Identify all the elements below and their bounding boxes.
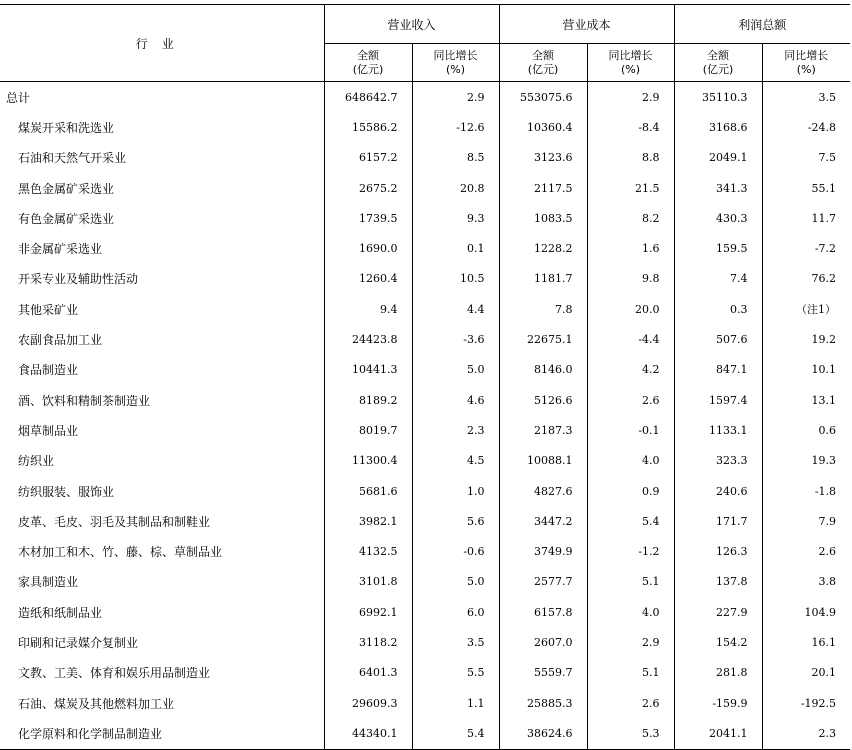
cost-amount-cell: 10360.4 <box>499 112 587 142</box>
cost-amount-cell: 3749.9 <box>499 536 587 566</box>
revenue-amount-cell: 44340.1 <box>324 718 412 749</box>
profit-amount-cell: 507.6 <box>674 324 762 354</box>
table-row <box>0 294 850 324</box>
profit-amount-cell: 154.2 <box>674 627 762 657</box>
profit-growth-cell: -192.5 <box>762 688 850 718</box>
industry-name: 食品制造业 <box>18 363 79 378</box>
cost-header: 营业成本 <box>499 5 674 44</box>
profit-growth-cell: 104.9 <box>762 597 850 627</box>
cost-amount-cell: 6157.8 <box>499 597 587 627</box>
industry-name: 烟草制品业 <box>18 423 79 438</box>
industry-name: 石油和天然气开采业 <box>18 151 127 166</box>
revenue-amount-cell: 1690.0 <box>324 233 412 263</box>
industry-name: 农副食品加工业 <box>18 333 103 348</box>
table-row <box>0 536 850 566</box>
revenue-amount-cell: 3101.8 <box>324 567 412 597</box>
profit-amount-cell: 126.3 <box>674 536 762 566</box>
profit-growth-cell: -7.2 <box>762 233 850 263</box>
profit-amount-cell: 847.1 <box>674 355 762 385</box>
industry-name: 非金属矿采选业 <box>18 242 103 257</box>
revenue-growth-cell: 5.0 <box>412 355 499 385</box>
profit-amount-cell: 7.4 <box>674 264 762 294</box>
cost-amount-cell: 5559.7 <box>499 658 587 688</box>
profit-amount-cell: 341.3 <box>674 173 762 203</box>
revenue-amount-cell: 3118.2 <box>324 627 412 657</box>
industry-name: 其他采矿业 <box>18 302 79 317</box>
table-row <box>0 355 850 385</box>
profit-growth-cell: 76.2 <box>762 264 850 294</box>
table-row <box>0 112 850 142</box>
profit-growth-cell: 55.1 <box>762 173 850 203</box>
table-row <box>0 567 850 597</box>
industry-name: 家具制造业 <box>18 575 79 590</box>
revenue-growth-cell: 0.1 <box>412 233 499 263</box>
cost-growth-cell: 2.9 <box>587 82 674 113</box>
profit-growth-cell: 7.5 <box>762 143 850 173</box>
profit-amount-cell: 227.9 <box>674 597 762 627</box>
industry-name: 文教、工美、体育和娱乐用品制造业 <box>18 666 211 681</box>
revenue-amount-cell: 2675.2 <box>324 173 412 203</box>
industry-name: 化学原料和化学制品制造业 <box>0 718 324 749</box>
cost-growth-cell: 5.1 <box>587 567 674 597</box>
profit-growth-cell: 13.1 <box>762 385 850 415</box>
cost-growth-cell: 4.0 <box>587 597 674 627</box>
table-row <box>0 476 850 506</box>
table-row <box>0 627 850 657</box>
cost-growth-header: 同比增长 (%) <box>587 44 674 82</box>
table-row <box>0 446 850 476</box>
table-body <box>0 82 850 750</box>
profit-amount-cell: 3168.6 <box>674 112 762 142</box>
profit-amount-cell: 1133.1 <box>674 415 762 445</box>
cost-amount-cell: 10088.1 <box>499 446 587 476</box>
revenue-amount-cell: 11300.4 <box>324 446 412 476</box>
cost-amount-cell: 4827.6 <box>499 476 587 506</box>
revenue-amount-cell: 1739.5 <box>324 203 412 233</box>
revenue-amount-cell: 10441.3 <box>324 355 412 385</box>
industry-name: 造纸和纸制品业 <box>18 605 103 620</box>
cost-amount-cell: 1228.2 <box>499 233 587 263</box>
table-row <box>0 233 850 263</box>
industry-name: 开采专业及辅助性活动 <box>18 272 139 287</box>
profit-growth-cell: 2.3 <box>762 718 850 749</box>
cost-amount-cell: 2577.7 <box>499 567 587 597</box>
profit-growth-cell: 20.1 <box>762 658 850 688</box>
industry-finance-table <box>0 4 850 750</box>
profit-amount-cell: 159.5 <box>674 233 762 263</box>
revenue-amount-header: 全额 (亿元) <box>324 44 412 82</box>
revenue-growth-header: 同比增长 (%) <box>412 44 499 82</box>
profit-growth-cell: 19.2 <box>762 324 850 354</box>
revenue-amount-cell: 8019.7 <box>324 415 412 445</box>
industry-name: 印刷和记录媒介复制业 <box>18 635 139 650</box>
cost-growth-cell: 4.2 <box>587 355 674 385</box>
revenue-amount-cell: 5681.6 <box>324 476 412 506</box>
industry-name: 石油、煤炭及其他燃料加工业 <box>18 696 175 711</box>
revenue-growth-cell: -12.6 <box>412 112 499 142</box>
industry-name: 总计 <box>6 90 31 105</box>
revenue-growth-cell: 4.6 <box>412 385 499 415</box>
profit-growth-cell: -24.8 <box>762 112 850 142</box>
revenue-growth-cell: 8.5 <box>412 143 499 173</box>
cost-amount-cell: 1083.5 <box>499 203 587 233</box>
cost-growth-cell: -1.2 <box>587 536 674 566</box>
revenue-growth-cell: 5.0 <box>412 567 499 597</box>
revenue-growth-cell: -3.6 <box>412 324 499 354</box>
revenue-growth-cell: 6.0 <box>412 597 499 627</box>
revenue-amount-cell: 8189.2 <box>324 385 412 415</box>
cost-amount-cell: 7.8 <box>499 294 587 324</box>
industry-name: 黑色金属矿采选业 <box>18 181 115 196</box>
revenue-amount-cell: 6401.3 <box>324 658 412 688</box>
industry-name: 纺织业 <box>18 454 55 469</box>
industry-name: 煤炭开采和洗选业 <box>18 120 115 135</box>
cost-growth-cell: 8.2 <box>587 203 674 233</box>
industry-header: 行业 <box>0 5 324 82</box>
cost-amount-cell: 2187.3 <box>499 415 587 445</box>
profit-amount-cell: -159.9 <box>674 688 762 718</box>
revenue-growth-cell: 4.5 <box>412 446 499 476</box>
cost-growth-cell: 5.4 <box>587 506 674 536</box>
revenue-amount-cell: 648642.7 <box>324 82 412 113</box>
profit-growth-cell: 2.6 <box>762 536 850 566</box>
profit-amount-cell: 281.8 <box>674 658 762 688</box>
table-row <box>0 718 850 749</box>
profit-amount-cell: 240.6 <box>674 476 762 506</box>
industry-name: 有色金属矿采选业 <box>18 211 115 226</box>
revenue-amount-cell: 15586.2 <box>324 112 412 142</box>
cost-growth-cell: 9.8 <box>587 264 674 294</box>
revenue-amount-cell: 6157.2 <box>324 143 412 173</box>
profit-growth-cell: 3.5 <box>762 82 850 113</box>
revenue-growth-cell: 5.5 <box>412 658 499 688</box>
profit-amount-header: 全额 (亿元) <box>674 44 762 82</box>
revenue-growth-cell: 1.0 <box>412 476 499 506</box>
profit-growth-cell: 7.9 <box>762 506 850 536</box>
revenue-growth-cell: 2.9 <box>412 82 499 113</box>
table-row <box>0 143 850 173</box>
revenue-growth-cell: 20.8 <box>412 173 499 203</box>
profit-growth-cell: 0.6 <box>762 415 850 445</box>
industry-name: 木材加工和木、竹、藤、棕、草制品业 <box>18 545 223 560</box>
revenue-amount-cell: 29609.3 <box>324 688 412 718</box>
cost-growth-cell: 8.8 <box>587 143 674 173</box>
profit-growth-cell: （注1） <box>762 294 850 324</box>
cost-amount-cell: 3123.6 <box>499 143 587 173</box>
revenue-growth-cell: -0.6 <box>412 536 499 566</box>
cost-growth-cell: 21.5 <box>587 173 674 203</box>
profit-header: 利润总额 <box>674 5 850 44</box>
revenue-header: 营业收入 <box>324 5 499 44</box>
cost-amount-cell: 38624.6 <box>499 718 587 749</box>
profit-growth-cell: 3.8 <box>762 567 850 597</box>
revenue-growth-cell: 5.6 <box>412 506 499 536</box>
industry-name: 皮革、毛皮、羽毛及其制品和制鞋业 <box>18 514 211 529</box>
cost-growth-cell: 0.9 <box>587 476 674 506</box>
profit-amount-cell: 430.3 <box>674 203 762 233</box>
cost-amount-cell: 3447.2 <box>499 506 587 536</box>
table-row <box>0 264 850 294</box>
revenue-growth-cell: 5.4 <box>412 718 499 749</box>
revenue-growth-cell: 2.3 <box>412 415 499 445</box>
revenue-growth-cell: 9.3 <box>412 203 499 233</box>
revenue-amount-cell: 6992.1 <box>324 597 412 627</box>
cost-growth-cell: 5.3 <box>587 718 674 749</box>
profit-amount-cell: 0.3 <box>674 294 762 324</box>
cost-growth-cell: 1.6 <box>587 233 674 263</box>
cost-growth-cell: -0.1 <box>587 415 674 445</box>
table-row <box>0 415 850 445</box>
table-row <box>0 173 850 203</box>
revenue-amount-cell: 24423.8 <box>324 324 412 354</box>
cost-amount-cell: 22675.1 <box>499 324 587 354</box>
profit-growth-cell: 10.1 <box>762 355 850 385</box>
industry-name: 纺织服装、服饰业 <box>18 484 115 499</box>
cost-growth-cell: 2.9 <box>587 627 674 657</box>
cost-growth-cell: 4.0 <box>587 446 674 476</box>
profit-amount-cell: 1597.4 <box>674 385 762 415</box>
table-row <box>0 506 850 536</box>
profit-amount-cell: 2049.1 <box>674 143 762 173</box>
profit-amount-cell: 171.7 <box>674 506 762 536</box>
cost-growth-cell: -8.4 <box>587 112 674 142</box>
profit-growth-cell: 19.3 <box>762 446 850 476</box>
table-row <box>0 658 850 688</box>
revenue-growth-cell: 4.4 <box>412 294 499 324</box>
cost-amount-cell: 8146.0 <box>499 355 587 385</box>
cost-amount-cell: 2117.5 <box>499 173 587 203</box>
profit-amount-cell: 323.3 <box>674 446 762 476</box>
profit-amount-cell: 2041.1 <box>674 718 762 749</box>
cost-growth-cell: -4.4 <box>587 324 674 354</box>
table-row <box>0 203 850 233</box>
revenue-amount-cell: 1260.4 <box>324 264 412 294</box>
cost-growth-cell: 2.6 <box>587 688 674 718</box>
cost-growth-cell: 20.0 <box>587 294 674 324</box>
cost-amount-cell: 25885.3 <box>499 688 587 718</box>
cost-amount-cell: 1181.7 <box>499 264 587 294</box>
cost-growth-cell: 5.1 <box>587 658 674 688</box>
cost-amount-cell: 2607.0 <box>499 627 587 657</box>
cost-amount-cell: 553075.6 <box>499 82 587 113</box>
total-row <box>0 82 850 113</box>
revenue-growth-cell: 3.5 <box>412 627 499 657</box>
table-row <box>0 688 850 718</box>
industry-name: 酒、饮料和精制茶制造业 <box>18 393 151 408</box>
table-row <box>0 324 850 354</box>
profit-growth-cell: -1.8 <box>762 476 850 506</box>
profit-amount-cell: 137.8 <box>674 567 762 597</box>
revenue-amount-cell: 4132.5 <box>324 536 412 566</box>
cost-amount-header: 全额 (亿元) <box>499 44 587 82</box>
profit-growth-header: 同比增长 (%) <box>762 44 850 82</box>
table-row <box>0 385 850 415</box>
revenue-amount-cell: 9.4 <box>324 294 412 324</box>
profit-growth-cell: 11.7 <box>762 203 850 233</box>
revenue-amount-cell: 3982.1 <box>324 506 412 536</box>
profit-amount-cell: 35110.3 <box>674 82 762 113</box>
profit-growth-cell: 16.1 <box>762 627 850 657</box>
cost-growth-cell: 2.6 <box>587 385 674 415</box>
table-row <box>0 597 850 627</box>
revenue-growth-cell: 1.1 <box>412 688 499 718</box>
revenue-growth-cell: 10.5 <box>412 264 499 294</box>
cost-amount-cell: 5126.6 <box>499 385 587 415</box>
